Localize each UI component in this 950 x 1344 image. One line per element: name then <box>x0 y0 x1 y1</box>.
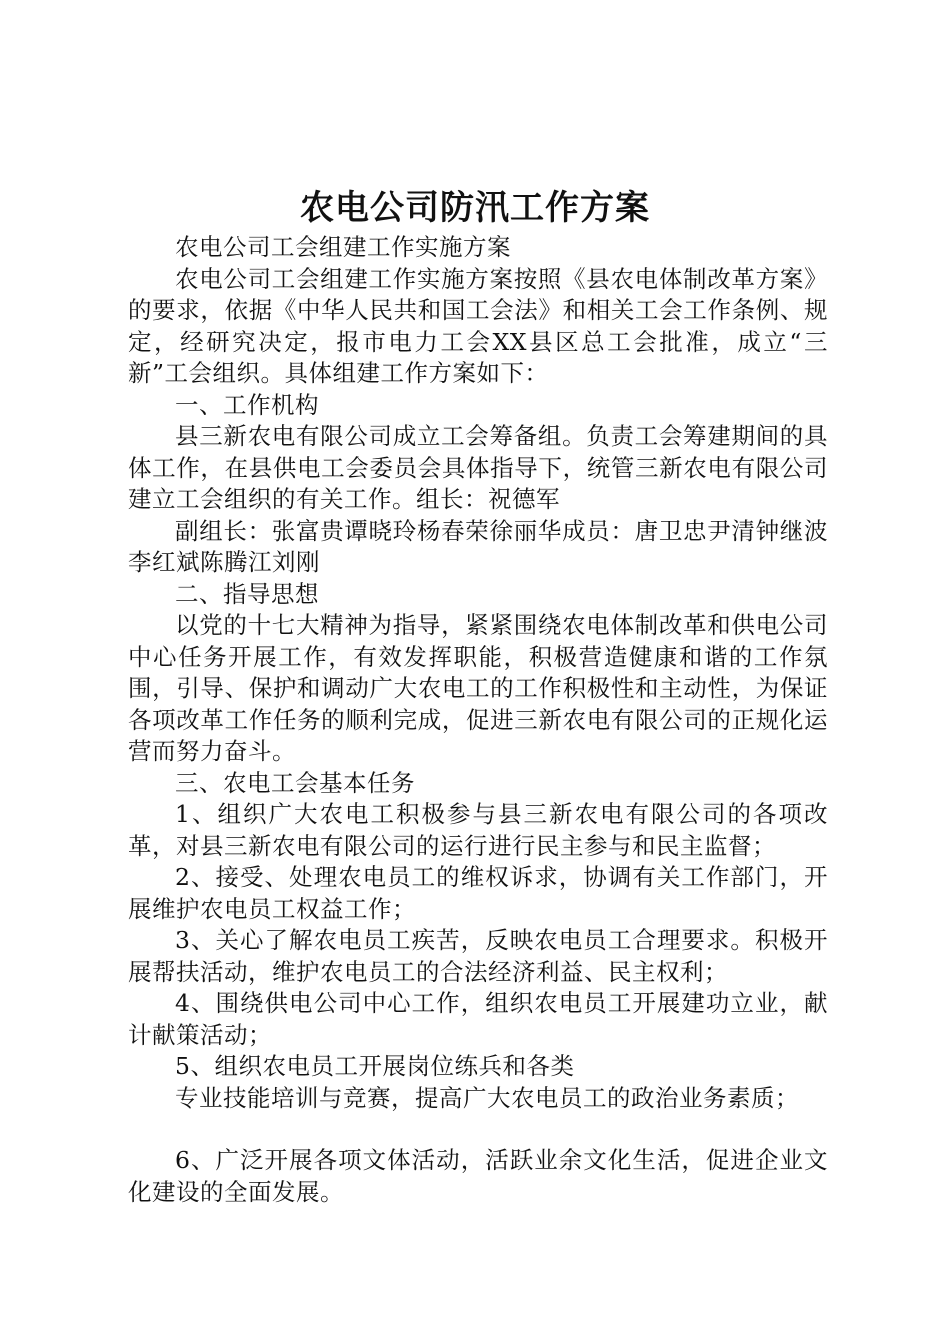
task-item-5-continued: 专业技能培训与竞赛，提高广大农电员工的政治业务素质； <box>175 1083 799 1112</box>
task-item-1: 1、组织广大农电工积极参与县三新农电有限公司的各项改革，对县三新农电有限公司的运行进行民主参与和民主监督； <box>128 800 828 860</box>
paragraph-preparatory-group: 县三新农电有限公司成立工会筹备组。负责工会筹建期间的具体工作，在县供电工会委员会具体指导下，统管三新农电有限公司建立工会组织的有关工作。组长：祝德军 <box>128 422 828 513</box>
paragraph-intro: 农电公司工会组建工作实施方案按照《县农电体制改革方案》的要求，依据《中华人民共和国工会法》和相关工会工作条例、规定，经研究决定，报市电力工会XX县区总工会批准，成立“三新”工会组织。具体组建工作方案如下： <box>128 264 828 387</box>
document-body <box>128 232 828 1208</box>
document-title: 农电公司防汛工作方案 <box>300 188 650 228</box>
paragraph-members: 副组长：张富贵谭晓玲杨春荣徐丽华成员：唐卫忠尹清钟继波李红斌陈腾江刘刚 <box>128 516 828 576</box>
heading-guiding-ideology: 二、指导思想 <box>175 579 319 608</box>
heading-basic-tasks: 三、农电工会基本任务 <box>175 768 415 797</box>
task-item-2: 2、接受、处理农电员工的维权诉求，协调有关工作部门，开展维护农电员工权益工作； <box>128 863 828 923</box>
task-item-3: 3、关心了解农电员工疾苦，反映农电员工合理要求。积极开展帮扶活动，维护农电员工的合法经济利益、民主权利； <box>128 926 828 986</box>
paragraph-guiding-ideology: 以党的十七大精神为指导，紧紧围绕农电体制改革和供电公司中心任务开展工作，有效发挥职能，积极营造健康和谐的工作氛围，引导、保护和调动广大农电工的工作积极性和主动性，为保证各项改革工作任务的顺利完成，促进三新农电有限公司的正规化运营而努力奋斗。 <box>128 611 828 765</box>
task-item-6: 6、广泛开展各项文体活动，活跃业余文化生活，促进企业文化建设的全面发展。 <box>128 1146 828 1206</box>
task-item-5: 5、组织农电员工开展岗位练兵和各类 <box>175 1052 575 1080</box>
paragraph-subtitle: 农电公司工会组建工作实施方案 <box>175 233 511 261</box>
heading-work-organization: 一、工作机构 <box>175 390 319 419</box>
task-item-4: 4、围绕供电公司中心工作，组织农电员工开展建功立业，献计献策活动； <box>128 989 828 1049</box>
